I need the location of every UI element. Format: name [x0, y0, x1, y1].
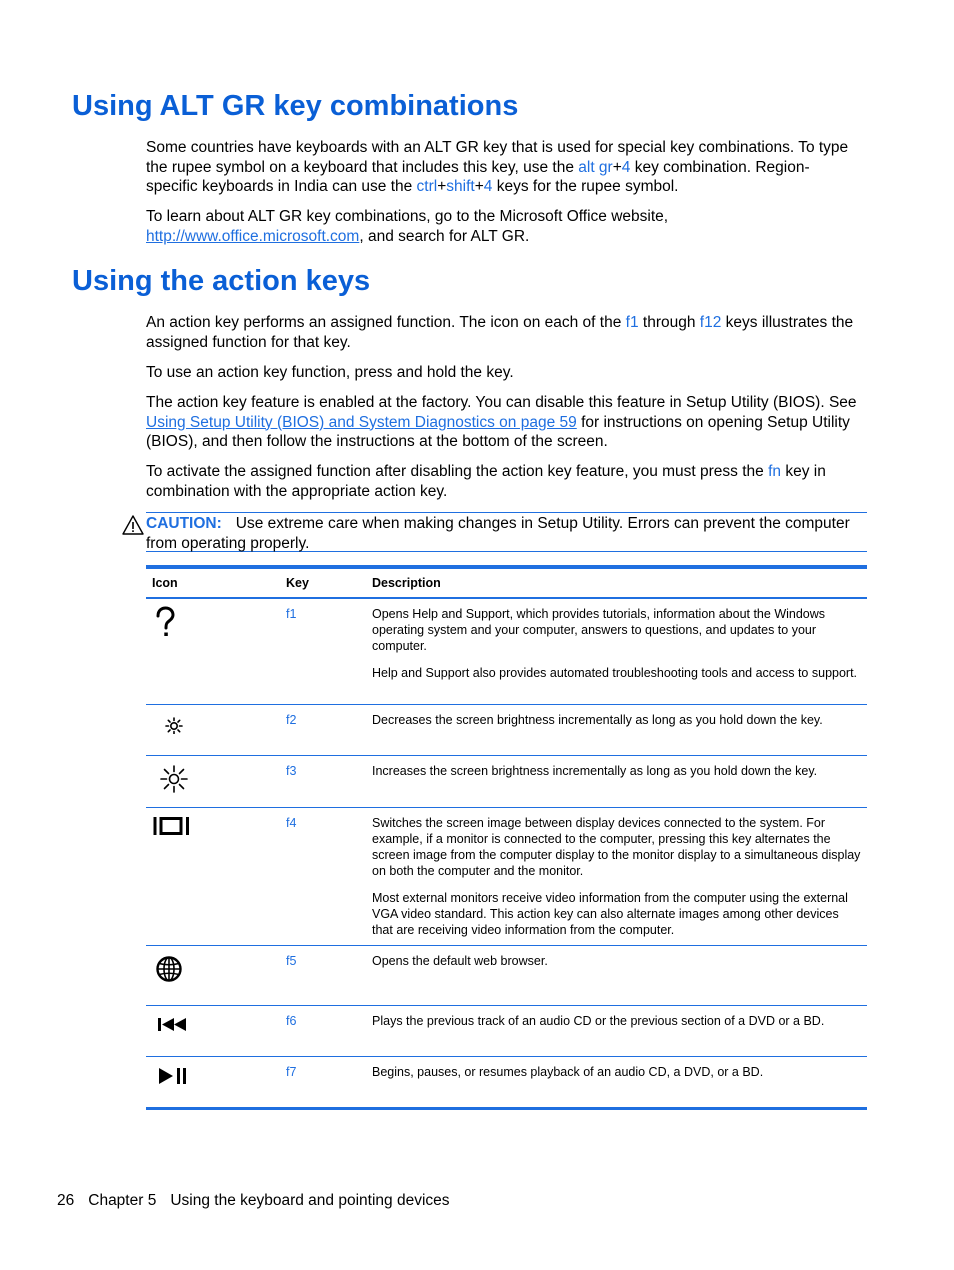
table-row — [146, 1005, 867, 1056]
header-description: Description — [366, 567, 867, 598]
text: keys for the rupee symbol. — [492, 178, 679, 195]
chapter-label: Chapter 5 — [88, 1192, 157, 1209]
key-cell: f3 — [280, 755, 366, 807]
text: key in combination with the appropriate action key. — [146, 463, 826, 500]
heading-alt-gr: Using ALT GR key combinations — [72, 90, 519, 122]
key-cell: f7 — [286, 1064, 297, 1079]
description-cell — [366, 755, 867, 807]
description-text: Begins, pauses, or resumes playback of an audio CD, a DVD, or a BD. — [372, 1064, 764, 1079]
display-switch-icon — [152, 815, 274, 837]
heading-action-keys: Using the action keys — [72, 265, 371, 297]
key-cell: f2 — [280, 704, 366, 755]
key-4: 4 — [621, 158, 631, 176]
caution-message: Use extreme care when making changes in Setup Utility. Errors can prevent the computer from operating properly. — [146, 515, 850, 552]
icon-cell — [146, 1056, 280, 1108]
microsoft-office-link[interactable]: http://www.office.microsoft.com — [146, 227, 360, 245]
caution-note — [120, 512, 867, 552]
icon-cell — [146, 1005, 280, 1056]
icon-cell — [146, 598, 280, 704]
key-4: 4 — [483, 178, 493, 195]
table-row — [146, 755, 867, 807]
key-cell: f5 — [280, 945, 366, 1005]
description-text: Help and Support also provides automated troubleshooting tools and access to support. — [372, 666, 858, 680]
icon-cell — [146, 807, 280, 945]
key-f1: f1 — [625, 314, 639, 331]
table-row — [146, 704, 867, 755]
key-f12: f12 — [699, 314, 722, 331]
page-number: 26 — [57, 1192, 75, 1209]
description-text: Switches the screen image between display devices connected to the system. For example, if a monitor is connected to the computer, pressing this key alternates the screen image from the computer display to the monitor display to a simultaneous display on both the computer and the monitor. — [372, 815, 861, 878]
paragraph-activate — [146, 462, 861, 501]
paragraph-factory — [146, 393, 861, 452]
globe-icon — [152, 953, 274, 983]
text: key combination. Region-specific keyboards in India can use the — [146, 158, 810, 195]
text: An action key performs an assigned function. The icon on each of the — [146, 314, 626, 331]
header-icon: Icon — [146, 567, 280, 598]
previous-track-icon — [152, 1013, 274, 1035]
text: To activate the assigned function after disabling the action key feature, you must press the — [146, 463, 769, 480]
text: , and search for ALT GR. — [359, 227, 530, 245]
text: + — [437, 178, 447, 195]
table-row — [146, 598, 867, 704]
warning-triangle-icon — [122, 515, 144, 535]
description-text: Opens the default web browser. — [372, 953, 548, 968]
text: The action key feature is enabled at the factory. You can disable this feature in Setup Utility (BIOS). See — [146, 394, 857, 411]
text: + — [474, 178, 484, 195]
table-row — [146, 945, 867, 1005]
text: + — [612, 158, 622, 176]
text: Some countries have keyboards with an ALT GR key that is used for special key combinations. To type the rupee symbol on a keyboard that includes this key, use the — [146, 139, 849, 176]
icon-cell — [146, 945, 280, 1005]
table-header-row — [146, 567, 867, 598]
caution-box — [146, 512, 867, 552]
key-fn: fn — [768, 463, 782, 480]
page-footer — [57, 1192, 464, 1210]
table-row — [146, 807, 867, 945]
brightness-down-icon — [152, 712, 274, 734]
key-ctrl: ctrl — [416, 178, 438, 195]
description-cell — [366, 807, 867, 945]
key-cell: f4 — [280, 807, 366, 945]
caution-text — [146, 514, 867, 554]
text: To learn about ALT GR key combinations, go to the Microsoft Office website, — [146, 208, 669, 225]
caution-label: CAUTION: — [146, 515, 222, 532]
description-cell — [366, 1056, 867, 1108]
question-mark-icon — [152, 606, 274, 640]
description-text: Plays the previous track of an audio CD or the previous section of a DVD or a BD. — [372, 1013, 825, 1028]
chapter-title: Using the keyboard and pointing devices — [170, 1192, 450, 1209]
action-keys-table — [146, 565, 867, 1110]
brightness-up-icon — [152, 763, 274, 795]
key-cell: f1 — [280, 598, 366, 704]
setup-utility-link[interactable]: Using Setup Utility (BIOS) and System Diagnostics on page 59 — [146, 413, 577, 431]
table-row — [146, 1056, 867, 1108]
description-text: Decreases the screen brightness incrementally as long as you hold down the key. — [372, 712, 823, 727]
key-cell: f6 — [280, 1005, 366, 1056]
paragraph-action-intro — [146, 313, 861, 352]
description-cell — [366, 1005, 867, 1056]
description-text: Increases the screen brightness incrementally as long as you hold down the key. — [372, 763, 818, 778]
icon-cell — [146, 704, 280, 755]
key-shift: shift — [446, 178, 475, 195]
text: through — [638, 314, 700, 331]
text: keys illustrates the assigned function for that key. — [146, 314, 854, 351]
description-cell — [366, 704, 867, 755]
description-cell — [366, 598, 867, 704]
paragraph-press-hold: To use an action key function, press and hold the key. — [146, 364, 514, 381]
text: for instructions on opening Setup Utility (BIOS), and then follow the instructions at the bottom of the screen. — [146, 413, 850, 450]
play-pause-icon — [152, 1064, 274, 1088]
header-key: Key — [280, 567, 366, 598]
description-cell — [366, 945, 867, 1005]
description-text: Most external monitors receive video information from the computer using the external VGA video standard. This action key can also alternate images among other devices that are receiving video information from the computer. — [372, 890, 848, 937]
description-text: Opens Help and Support, which provides tutorials, information about the Windows operating system and your computer, answers to questions, and updates to your computer. — [372, 607, 826, 653]
icon-cell — [146, 755, 280, 807]
paragraph-alt-gr-intro — [146, 138, 861, 197]
key-alt-gr: alt gr — [578, 158, 613, 176]
paragraph-alt-gr-learn — [146, 207, 861, 246]
